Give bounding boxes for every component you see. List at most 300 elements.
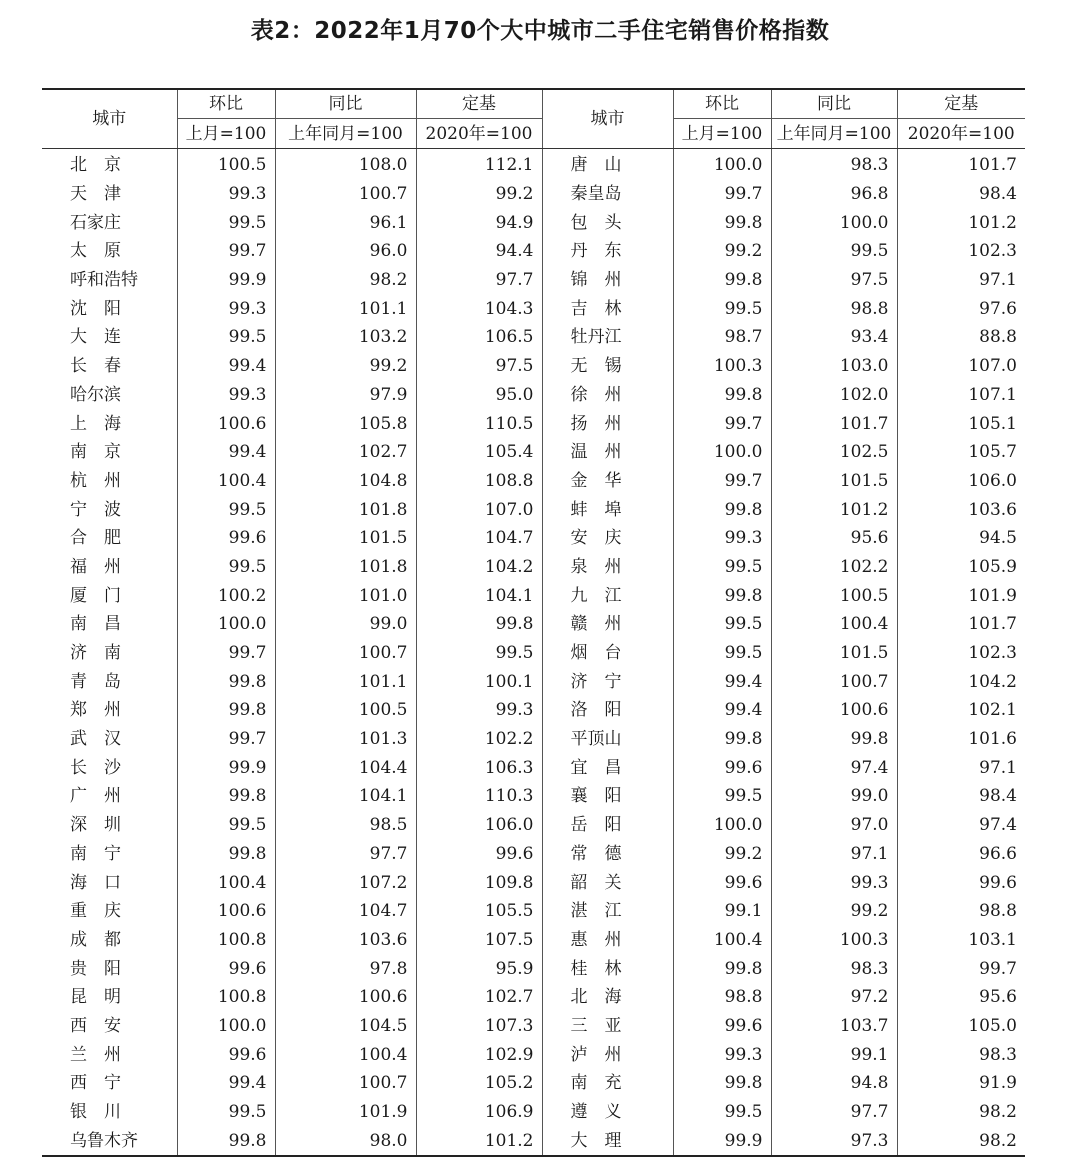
table-row [42,409,1025,438]
left-mom-cell: 99.8 [177,1126,275,1156]
right-mom-cell: 99.8 [673,495,771,524]
table-body [42,149,1025,1157]
table-row [42,294,1025,323]
header-fixed-right: 定基 [897,89,1025,119]
right-yoy-cell: 100.4 [771,610,897,639]
right-mom-cell: 99.8 [673,208,771,237]
table-row [42,381,1025,410]
right-fixed-cell: 98.2 [897,1126,1025,1156]
left-mom-cell: 100.0 [177,610,275,639]
right-city-cell: 徐 州 [542,381,673,410]
left-fixed-cell: 99.6 [416,840,542,869]
left-city-cell: 广 州 [70,786,121,807]
left-city-cell: 西 安 [70,1015,121,1036]
header-yoy-right: 同比 [771,89,897,119]
right-fixed-cell: 98.2 [897,1098,1025,1127]
left-city-cell: 哈尔滨 [70,384,121,405]
table-row [42,1126,1025,1156]
header-fixed-base-right: 2020年=100 [897,119,1025,149]
table-row [42,266,1025,295]
left-yoy-cell: 98.5 [275,811,416,840]
right-city-cell: 南 充 [542,1069,673,1098]
table-row [42,926,1025,955]
right-city-cell: 金 华 [542,467,673,496]
right-yoy-cell: 100.0 [771,208,897,237]
left-yoy-cell: 104.8 [275,467,416,496]
left-mom-cell: 99.4 [177,438,275,467]
left-yoy-cell: 101.5 [275,524,416,553]
left-mom-cell: 100.6 [177,409,275,438]
right-fixed-cell: 102.3 [897,237,1025,266]
right-city-cell: 济 宁 [542,667,673,696]
left-mom-cell: 99.9 [177,266,275,295]
right-fixed-cell: 105.1 [897,409,1025,438]
table-row [42,208,1025,237]
left-yoy-cell: 105.8 [275,409,416,438]
right-fixed-cell: 105.0 [897,1012,1025,1041]
table-row [42,954,1025,983]
left-fixed-cell: 106.0 [416,811,542,840]
left-fixed-cell: 112.1 [416,149,542,180]
table-row [42,610,1025,639]
right-city-cell: 惠 州 [542,926,673,955]
left-yoy-cell: 103.6 [275,926,416,955]
left-fixed-cell: 102.2 [416,725,542,754]
right-fixed-cell: 94.5 [897,524,1025,553]
left-mom-cell: 99.8 [177,782,275,811]
header-city-left: 城市 [42,89,177,149]
left-fixed-cell: 94.4 [416,237,542,266]
right-city-cell: 赣 州 [542,610,673,639]
right-fixed-cell: 99.7 [897,954,1025,983]
left-mom-cell: 100.6 [177,897,275,926]
right-city-cell: 蚌 埠 [542,495,673,524]
table-row [42,696,1025,725]
left-yoy-cell: 101.8 [275,553,416,582]
right-yoy-cell: 98.3 [771,954,897,983]
right-mom-cell: 99.4 [673,696,771,725]
left-fixed-cell: 104.1 [416,581,542,610]
left-yoy-cell: 101.8 [275,495,416,524]
right-city-cell: 温 州 [542,438,673,467]
left-mom-cell: 99.9 [177,753,275,782]
right-yoy-cell: 99.8 [771,725,897,754]
left-fixed-cell: 104.3 [416,294,542,323]
left-mom-cell: 99.6 [177,1040,275,1069]
right-city-cell: 遵 义 [542,1098,673,1127]
left-yoy-cell: 102.7 [275,438,416,467]
left-mom-cell: 99.5 [177,553,275,582]
right-city-cell: 泉 州 [542,553,673,582]
left-fixed-cell: 100.1 [416,667,542,696]
right-city-cell: 丹 东 [542,237,673,266]
table-row [42,553,1025,582]
right-city-cell: 湛 江 [542,897,673,926]
table-row [42,840,1025,869]
left-fixed-cell: 106.3 [416,753,542,782]
right-city-cell: 宜 昌 [542,753,673,782]
left-yoy-cell: 101.1 [275,667,416,696]
left-fixed-cell: 107.0 [416,495,542,524]
right-mom-cell: 99.5 [673,610,771,639]
header-mom-base-left: 上月=100 [177,119,275,149]
right-fixed-cell: 88.8 [897,323,1025,352]
left-mom-cell: 99.7 [177,725,275,754]
left-mom-cell: 99.6 [177,954,275,983]
left-yoy-cell: 99.0 [275,610,416,639]
right-city-cell: 烟 台 [542,639,673,668]
right-mom-cell: 98.7 [673,323,771,352]
right-yoy-cell: 97.4 [771,753,897,782]
left-fixed-cell: 97.5 [416,352,542,381]
right-yoy-cell: 102.0 [771,381,897,410]
right-yoy-cell: 103.7 [771,1012,897,1041]
right-city-cell: 北 海 [542,983,673,1012]
right-mom-cell: 100.3 [673,352,771,381]
left-fixed-cell: 104.7 [416,524,542,553]
left-mom-cell: 99.3 [177,294,275,323]
right-city-cell: 桂 林 [542,954,673,983]
left-yoy-cell: 97.8 [275,954,416,983]
table-row [42,1069,1025,1098]
right-city-cell: 唐 山 [542,149,673,180]
right-mom-cell: 99.5 [673,782,771,811]
left-yoy-cell: 97.7 [275,840,416,869]
right-yoy-cell: 95.6 [771,524,897,553]
right-mom-cell: 99.7 [673,409,771,438]
left-city-cell: 石家庄 [70,212,121,233]
left-city-cell: 西 宁 [70,1073,121,1094]
right-fixed-cell: 99.6 [897,868,1025,897]
left-city-cell: 宁 波 [70,499,121,520]
price-index-table [42,88,1025,1157]
right-yoy-cell: 99.1 [771,1040,897,1069]
table-row [42,323,1025,352]
right-fixed-cell: 96.6 [897,840,1025,869]
right-mom-cell: 99.8 [673,266,771,295]
left-fixed-cell: 109.8 [416,868,542,897]
left-city-cell: 南 昌 [70,614,121,635]
right-city-cell: 扬 州 [542,409,673,438]
right-city-cell: 九 江 [542,581,673,610]
left-yoy-cell: 97.9 [275,381,416,410]
left-yoy-cell: 100.7 [275,639,416,668]
left-city-cell: 贵 阳 [70,958,121,979]
left-fixed-cell: 95.9 [416,954,542,983]
right-yoy-cell: 100.5 [771,581,897,610]
left-mom-cell: 100.8 [177,983,275,1012]
right-fixed-cell: 97.4 [897,811,1025,840]
right-yoy-cell: 98.8 [771,294,897,323]
right-yoy-cell: 97.5 [771,266,897,295]
right-city-cell: 大 理 [542,1126,673,1156]
left-fixed-cell: 107.5 [416,926,542,955]
right-city-cell: 襄 阳 [542,782,673,811]
header-mom-left: 环比 [177,89,275,119]
right-mom-cell: 99.5 [673,639,771,668]
left-city-cell: 昆 明 [70,987,121,1008]
left-mom-cell: 99.3 [177,381,275,410]
left-mom-cell: 100.2 [177,581,275,610]
left-fixed-cell: 106.9 [416,1098,542,1127]
right-city-cell: 吉 林 [542,294,673,323]
table-row [42,782,1025,811]
left-mom-cell: 99.5 [177,495,275,524]
left-fixed-cell: 104.2 [416,553,542,582]
header-row-base [42,119,1025,149]
left-yoy-cell: 98.0 [275,1126,416,1156]
left-yoy-cell: 96.0 [275,237,416,266]
left-yoy-cell: 101.9 [275,1098,416,1127]
left-mom-cell: 99.4 [177,1069,275,1098]
right-fixed-cell: 103.1 [897,926,1025,955]
left-fixed-cell: 99.2 [416,180,542,209]
left-yoy-cell: 104.5 [275,1012,416,1041]
right-city-cell: 安 庆 [542,524,673,553]
left-fixed-cell: 94.9 [416,208,542,237]
right-city-cell: 岳 阳 [542,811,673,840]
left-fixed-cell: 99.5 [416,639,542,668]
right-mom-cell: 100.0 [673,811,771,840]
right-city-cell: 韶 关 [542,868,673,897]
right-mom-cell: 100.4 [673,926,771,955]
right-mom-cell: 99.1 [673,897,771,926]
left-mom-cell: 99.5 [177,1098,275,1127]
right-yoy-cell: 100.3 [771,926,897,955]
left-city-cell: 乌鲁木齐 [42,1126,177,1156]
right-fixed-cell: 101.7 [897,149,1025,180]
right-fixed-cell: 97.6 [897,294,1025,323]
header-fixed-base-left: 2020年=100 [416,119,542,149]
left-fixed-cell: 108.8 [416,467,542,496]
right-fixed-cell: 102.1 [897,696,1025,725]
left-city-cell: 南 宁 [70,843,121,864]
table-row [42,811,1025,840]
right-yoy-cell: 97.3 [771,1126,897,1156]
table-row [42,868,1025,897]
header-yoy-base-right: 上年同月=100 [771,119,897,149]
left-city-cell: 深 圳 [70,815,121,836]
right-fixed-cell: 103.6 [897,495,1025,524]
table-row [42,524,1025,553]
page-title: 表2：2022年1月70个大中城市二手住宅销售价格指数 [250,18,830,44]
left-fixed-cell: 102.9 [416,1040,542,1069]
left-city-cell: 福 州 [70,556,121,577]
left-mom-cell: 99.3 [177,180,275,209]
right-city-cell: 包 头 [542,208,673,237]
right-mom-cell: 99.6 [673,1012,771,1041]
left-fixed-cell: 110.5 [416,409,542,438]
left-fixed-cell: 105.4 [416,438,542,467]
header-yoy-base-left: 上年同月=100 [275,119,416,149]
right-mom-cell: 100.0 [673,438,771,467]
right-mom-cell: 99.3 [673,1040,771,1069]
right-yoy-cell: 101.2 [771,495,897,524]
left-city-cell: 兰 州 [70,1044,121,1065]
right-yoy-cell: 101.5 [771,639,897,668]
header-yoy-left: 同比 [275,89,416,119]
table-row [42,897,1025,926]
left-yoy-cell: 108.0 [275,149,416,180]
right-yoy-cell: 101.5 [771,467,897,496]
right-city-cell: 洛 阳 [542,696,673,725]
right-fixed-cell: 101.7 [897,610,1025,639]
right-mom-cell: 99.3 [673,524,771,553]
right-mom-cell: 99.9 [673,1126,771,1156]
right-fixed-cell: 101.9 [897,581,1025,610]
table-row [42,667,1025,696]
right-mom-cell: 100.0 [673,149,771,180]
left-city-cell: 合 肥 [70,528,121,549]
right-mom-cell: 99.5 [673,553,771,582]
left-fixed-cell: 105.2 [416,1069,542,1098]
right-mom-cell: 99.8 [673,1069,771,1098]
right-mom-cell: 99.6 [673,868,771,897]
left-city-cell: 重 庆 [70,901,121,922]
left-fixed-cell: 101.2 [416,1126,542,1156]
table-row [42,149,1025,180]
right-fixed-cell: 98.3 [897,1040,1025,1069]
right-fixed-cell: 97.1 [897,753,1025,782]
left-yoy-cell: 104.1 [275,782,416,811]
header-city-right: 城市 [542,89,673,149]
right-fixed-cell: 102.3 [897,639,1025,668]
table-row [42,352,1025,381]
right-mom-cell: 99.6 [673,753,771,782]
right-yoy-cell: 97.1 [771,840,897,869]
table-row [42,1098,1025,1127]
left-city-cell: 天 津 [70,184,121,205]
table-row [42,753,1025,782]
right-fixed-cell: 97.1 [897,266,1025,295]
table-row [42,495,1025,524]
right-city-cell: 无 锡 [542,352,673,381]
table-row [42,467,1025,496]
table-row [42,1040,1025,1069]
right-mom-cell: 98.8 [673,983,771,1012]
right-fixed-cell: 107.1 [897,381,1025,410]
right-fixed-cell: 101.2 [897,208,1025,237]
left-city-cell: 北 京 [70,155,121,176]
left-city-cell: 长 春 [70,356,121,377]
left-yoy-cell: 103.2 [275,323,416,352]
right-yoy-cell: 94.8 [771,1069,897,1098]
header-mom-base-right: 上月=100 [673,119,771,149]
right-fixed-cell: 104.2 [897,667,1025,696]
left-mom-cell: 99.8 [177,696,275,725]
right-city-cell: 锦 州 [542,266,673,295]
right-fixed-cell: 98.4 [897,180,1025,209]
right-mom-cell: 99.8 [673,381,771,410]
right-yoy-cell: 98.3 [771,149,897,180]
right-yoy-cell: 97.2 [771,983,897,1012]
right-fixed-cell: 91.9 [897,1069,1025,1098]
left-mom-cell: 100.4 [177,467,275,496]
table-row [42,438,1025,467]
left-yoy-cell: 100.5 [275,696,416,725]
left-city-cell: 成 都 [70,929,121,950]
header-row-main [42,89,1025,119]
left-city-cell: 太 原 [70,241,121,262]
left-yoy-cell: 99.2 [275,352,416,381]
left-mom-cell: 99.7 [177,639,275,668]
left-fixed-cell: 105.5 [416,897,542,926]
left-yoy-cell: 100.7 [275,1069,416,1098]
header-fixed-left: 定基 [416,89,542,119]
right-yoy-cell: 102.2 [771,553,897,582]
right-yoy-cell: 99.0 [771,782,897,811]
table-row [42,237,1025,266]
right-fixed-cell: 105.7 [897,438,1025,467]
right-mom-cell: 99.5 [673,1098,771,1127]
left-yoy-cell: 96.1 [275,208,416,237]
left-mom-cell: 100.0 [177,1012,275,1041]
right-yoy-cell: 96.8 [771,180,897,209]
right-mom-cell: 99.8 [673,581,771,610]
left-city-cell: 济 南 [70,643,121,664]
left-city-cell: 青 岛 [70,671,121,692]
left-mom-cell: 99.4 [177,352,275,381]
left-city-cell: 长 沙 [70,757,121,778]
right-fixed-cell: 95.6 [897,983,1025,1012]
table-row [42,725,1025,754]
left-fixed-cell: 97.7 [416,266,542,295]
right-yoy-cell: 103.0 [771,352,897,381]
left-city-cell: 郑 州 [70,700,121,721]
left-city-cell: 海 口 [70,872,121,893]
left-yoy-cell: 101.1 [275,294,416,323]
left-city-cell: 呼和浩特 [70,270,138,291]
left-fixed-cell: 106.5 [416,323,542,352]
right-yoy-cell: 99.5 [771,237,897,266]
table-row [42,983,1025,1012]
right-yoy-cell: 102.5 [771,438,897,467]
left-city-cell: 银 川 [70,1102,121,1123]
left-fixed-cell: 107.3 [416,1012,542,1041]
right-fixed-cell: 101.6 [897,725,1025,754]
right-mom-cell: 99.2 [673,237,771,266]
left-fixed-cell: 95.0 [416,381,542,410]
left-city-cell: 杭 州 [70,470,121,491]
right-yoy-cell: 99.2 [771,897,897,926]
left-mom-cell: 99.5 [177,811,275,840]
right-fixed-cell: 107.0 [897,352,1025,381]
left-mom-cell: 99.8 [177,840,275,869]
right-fixed-cell: 106.0 [897,467,1025,496]
left-city-cell: 南 京 [70,442,121,463]
right-city-cell: 平顶山 [542,725,673,754]
left-city-cell: 大 连 [70,327,121,348]
left-yoy-cell: 107.2 [275,868,416,897]
right-mom-cell: 99.7 [673,180,771,209]
right-yoy-cell: 97.0 [771,811,897,840]
right-fixed-cell: 98.8 [897,897,1025,926]
left-mom-cell: 99.6 [177,524,275,553]
right-mom-cell: 99.8 [673,725,771,754]
left-mom-cell: 99.7 [177,237,275,266]
left-yoy-cell: 101.3 [275,725,416,754]
left-mom-cell: 100.8 [177,926,275,955]
right-city-cell: 常 德 [542,840,673,869]
header-mom-right: 环比 [673,89,771,119]
right-city-cell: 泸 州 [542,1040,673,1069]
left-yoy-cell: 101.0 [275,581,416,610]
right-yoy-cell: 97.7 [771,1098,897,1127]
left-city-cell: 上 海 [70,413,121,434]
left-mom-cell: 99.5 [177,323,275,352]
right-mom-cell: 99.2 [673,840,771,869]
right-city-cell: 三 亚 [542,1012,673,1041]
